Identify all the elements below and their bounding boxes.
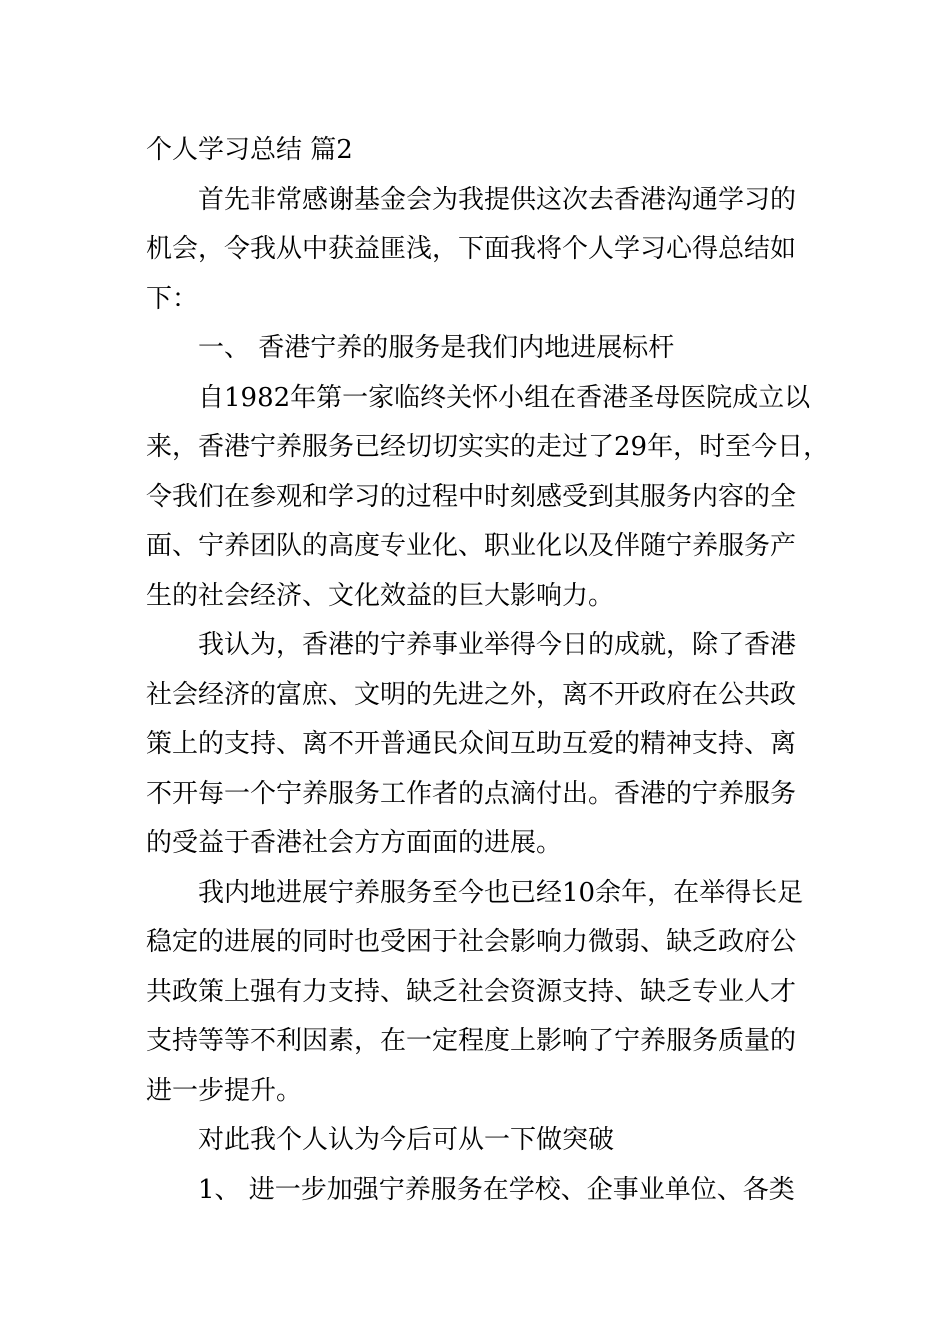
- paragraph-line: 支持等等不利因素，在一定程度上影响了宁养服务质量的: [146, 1026, 797, 1056]
- document-body: [146, 126, 830, 1215]
- paragraph-line: 的受益于香港社会方方面面的进展。: [146, 828, 563, 858]
- paragraph-line: 社会经济的富庶、文明的先进之外，离不开政府在公共政: [146, 679, 797, 710]
- paragraph-line: 对此我个人认为今后可从一下做突破: [198, 1125, 615, 1155]
- paragraph-line: 稳定的进展的同时也受困于社会影响力微弱、缺乏政府公: [146, 927, 797, 957]
- paragraph-line: 机会，令我从中获益匪浅，下面我将个人学习心得总结如: [146, 234, 797, 264]
- paragraph-line: 共政策上强有力支持、缺乏社会资源支持、缺乏专业人才: [146, 976, 797, 1007]
- paragraph-line: 来，香港宁养服务已经切切实实的走过了29年，时至今日，: [146, 432, 830, 462]
- list-item: 1、 进一步加强宁养服务在学校、企事业单位、各类: [198, 1174, 795, 1205]
- paragraph-line: 生的社会经济、文化效益的巨大影响力。: [146, 580, 615, 611]
- paragraph-line: 我认为，香港的宁养事业举得今日的成就，除了香港: [198, 630, 797, 660]
- paragraph-line: 我内地进展宁养服务至今也已经10余年，在举得长足: [198, 877, 804, 908]
- paragraph-line: 进一步提升。: [146, 1075, 303, 1106]
- paragraph-line: 自1982年第一家临终关怀小组在香港圣母医院成立以: [198, 382, 811, 413]
- paragraph-line: 首先非常感谢基金会为我提供这次去香港沟通学习的: [198, 184, 797, 215]
- paragraph-line: 面、宁养团队的高度专业化、职业化以及伴随宁养服务产: [146, 531, 797, 561]
- document-title: 个人学习总结 篇2: [146, 135, 353, 165]
- section-heading: 一、 香港宁养的服务是我们内地进展标杆: [198, 333, 675, 363]
- paragraph-line: 下：: [146, 283, 199, 314]
- paragraph-line: 令我们在参观和学习的过程中时刻感受到其服务内容的全: [146, 481, 797, 512]
- paragraph-line: 不开每一个宁养服务工作者的点滴付出。香港的宁养服务: [146, 778, 797, 809]
- paragraph-line: 策上的支持、离不开普通民众间互助互爱的精神支持、离: [146, 729, 797, 759]
